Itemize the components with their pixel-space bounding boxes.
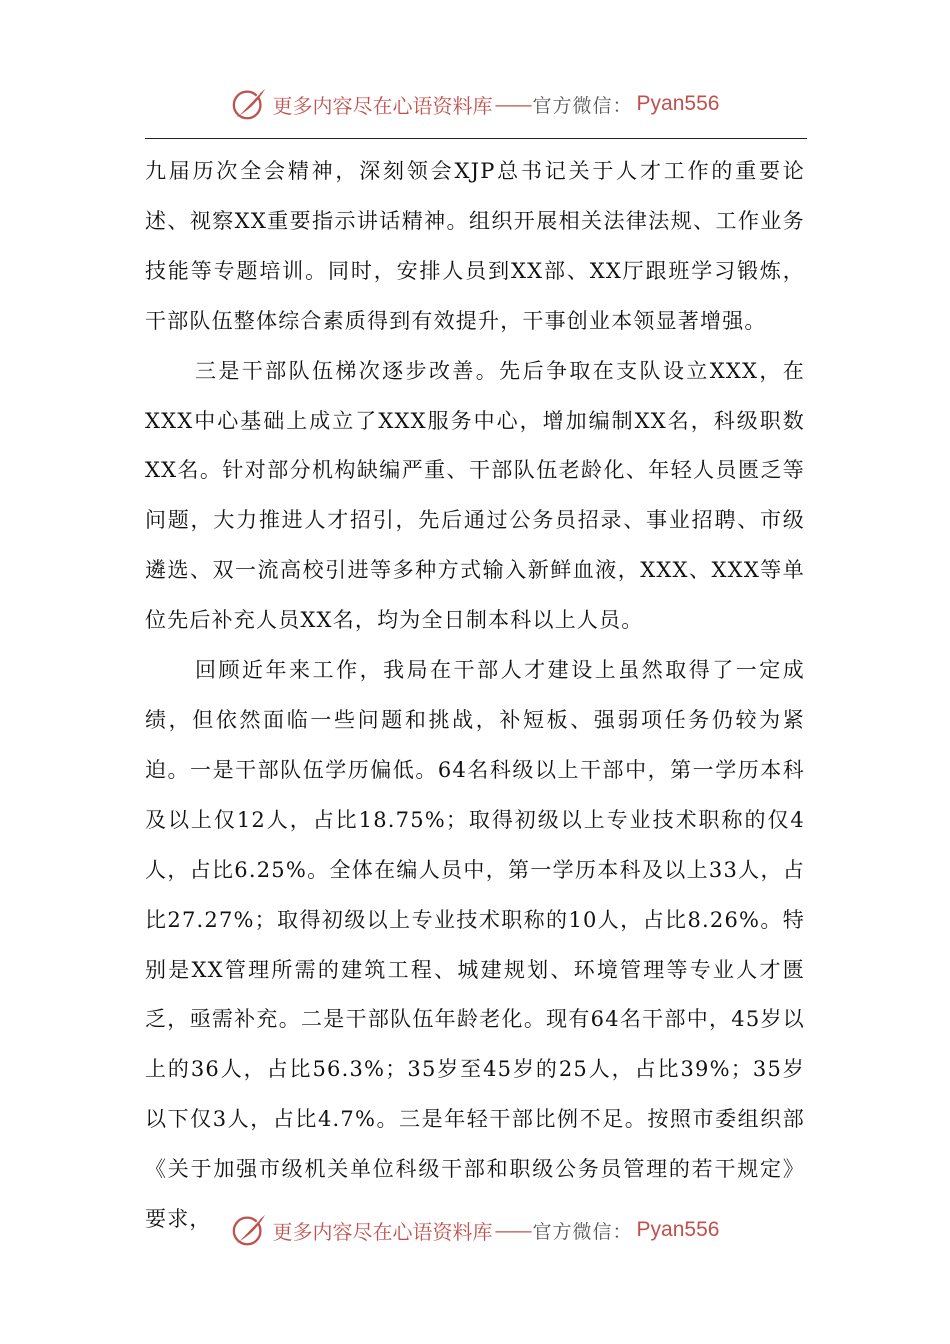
header-site-name: 更多内容尽在心语资料库 [272,93,493,118]
footer-separator: —— [494,1218,531,1242]
page-footer [0,1210,950,1250]
quill-logo-icon [231,85,269,123]
header-wechat-label: 官方微信： [532,94,633,117]
footer-wechat-label: 官方微信： [532,1220,633,1243]
footer-wechat-id: Pyan556 [636,1218,720,1241]
quill-logo-icon [231,1211,269,1249]
page-header [0,84,950,124]
header-wechat-id: Pyan556 [636,92,720,115]
paragraph: 回顾近年来工作，我局在干部人才建设上虽然取得了一定成绩，但依然面临一些问题和挑战，补短板、强弱项任务仍较为紧迫。一是干部队伍学历偏低。64名科级以上干部中，第一学历本科及以上仅12人，占比18.75%；取得初级以上专业技术职称的仅4人，占比6.25%。全体在编人员中，第一学历本科及以上33人，占比27.27%；取得初级以上专业技术职称的10人，占比8.26%。特别是XX管理所需的建筑工程、城建规划、环境管理等专业人才匮乏，亟需补充。二是干部队伍年龄老化。现有64名干部中，45岁以上的36人，占比56.3%；35岁至45岁的25人，占比39%；35岁以下仅3人，占比4.7%。三是年轻干部比例不足。按照市委组织部《关于加强市级机关单位科级干部和职级公务员管理的若干规定》要求， [145,658,805,1232]
paragraph: 三是干部队伍梯次逐步改善。先后争取在支队设立XXX，在XXX中心基础上成立了XXX服务中心，增加编制XX名，科级职数XX名。针对部分机构缺编严重、干部队伍老龄化、年轻人员匮乏等问题，大力推进人才招引，先后通过公务员招录、事业招聘、市级遴选、双一流高校引进等多种方式输入新鲜血液，XXX、XXX等单位先后补充人员XX名，均为全日制本科以上人员。 [145,358,805,633]
footer-site-name: 更多内容尽在心语资料库 [272,1219,493,1244]
paragraph: 九届历次全会精神，深刻领会XJP总书记关于人才工作的重要论述、视察XX重要指示讲话精神。组织开展相关法律法规、工作业务技能等专题培训。同时，安排人员到XX部、XX厅跟班学习锻炼，干部队伍整体综合素质得到有效提升，干事创业本领显著增强。 [145,159,805,333]
document-body [145,147,805,1245]
header-separator: —— [494,92,531,116]
header-divider [145,138,807,139]
